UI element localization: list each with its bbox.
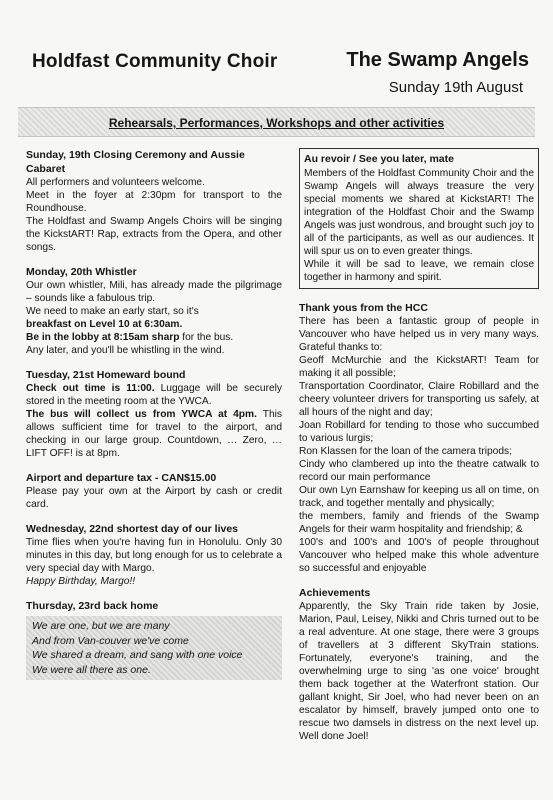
paragraph: the members, family and friends of the Swamp Angels for their warm hospitality and friendship; & <box>299 511 539 535</box>
poem-line: We were all there as one. <box>32 663 151 676</box>
section-tuesday <box>26 368 282 460</box>
banner-text: Rehearsals, Performances, Workshops and other activities <box>108 116 445 130</box>
paragraph: Cindy who clambered up into the theatre catwalk to record our main performance <box>299 459 539 483</box>
section-thursday <box>26 599 282 680</box>
paragraph: Any later, and you'll be whistling in the wind. <box>26 345 225 356</box>
section-heading: Monday, 20th Whistler <box>26 266 137 278</box>
newsletter-date: Sunday 19th August <box>388 79 523 96</box>
section-monday <box>26 265 282 357</box>
swamp-angels-title: The Swamp Angels <box>346 49 529 71</box>
paragraph: The Holdfast and Swamp Angels Choirs will be singing the KickstART! Rap, extracts from the Opera, and other songs. <box>26 216 282 253</box>
bold-text: The bus will collect us from YWCA at 4pm. <box>26 409 257 420</box>
paragraph: Please pay your own at the Airport by cash or credit card. <box>26 486 282 510</box>
section-heading: Thank yous from the HCC <box>299 302 428 314</box>
text: This allows sufficient time for travel to the airport, and checking in our large group. Countdown, … Zero, … LIFT OFF! is at 8pm. <box>26 409 282 459</box>
paragraph <box>26 408 282 460</box>
paragraph: Transportation Coordinator, Claire Robillard and the cheery volunteer drivers for transporting us safely, at all hours of the night and day; <box>299 381 539 418</box>
poem-line: We are one, but we are many <box>32 620 170 632</box>
paragraph: Geoff McMurchie and the KickstART! Team for making it all possible; <box>299 355 539 379</box>
paragraph: We need to make an early start, so it's <box>26 306 199 317</box>
section-sunday <box>26 148 282 254</box>
paragraph: 100's and 100's and 100's of people throughout Vancouver who helped make this whole adventure so successful and enjoyable <box>299 537 539 574</box>
section-heading: Sunday, 19th Closing Ceremony and Aussie Cabaret <box>26 149 245 175</box>
section-airport-tax <box>26 471 282 511</box>
bold-text: Check out time is 11:00. <box>26 383 155 394</box>
paragraph: There has been a fantastic group of people in Vancouver who have helped us in very many ways. Grateful thanks to: <box>299 316 539 353</box>
paragraph: All performers and volunteers welcome. <box>26 177 205 188</box>
paragraph: Our own whistler, Mili, has already made the pilgrimage – sounds like a fabulous trip. <box>26 280 282 304</box>
activities-banner <box>18 107 535 137</box>
left-column <box>26 148 282 691</box>
paragraph: breakfast on Level 10 at 6:30am. <box>26 319 183 330</box>
text: Luggage will be securely stored in the meeting room at the YWCA. <box>26 383 282 407</box>
section-heading: Thursday, 23rd back home <box>26 600 159 612</box>
section-au-revoir <box>299 148 539 289</box>
section-heading: Wednesday, 22nd shortest day of our lives <box>26 523 239 535</box>
paragraph: Meet in the foyer at 2:30pm for transport to the Roundhouse. <box>26 190 282 214</box>
paragraph: Our own Lyn Earnshaw for keeping us all on time, on track, and together mentally and physically; <box>299 485 539 509</box>
paragraph <box>26 331 282 344</box>
paragraph: Members of the Holdfast Community Choir and the Swamp Angels will always treasure the very special moments we shared at KickstART! The integration of the Holdfast Choir and the Swamp Angels was just wondrous, and brought such joy to all of the participants, as well as our audiences. It will spur us on to even greater things. <box>304 168 534 257</box>
section-thank-yous <box>299 301 539 575</box>
right-column <box>299 148 539 754</box>
paragraph <box>26 382 282 408</box>
paragraph: While it will be sad to leave, we remain close together in harmony and spirit. <box>304 259 534 283</box>
paragraph: Ron Klassen for the loan of the camera tripods; <box>299 446 512 457</box>
section-achievements <box>299 586 539 743</box>
poem-line: And from Van-couver we've come <box>32 634 189 647</box>
poem-box <box>26 616 282 680</box>
paragraph: Apparently, the Sky Train ride taken by Josie, Marion, Paul, Leisey, Nikki and Chris turned out to be a real adventure. At one stage, there were 3 groups of travellers at 3 different SkyTrain stations. Fortunately, everyone's training, and the overwhelming urge to sing 'as one voice' brought them back together at the Waterfront station. Our gallant knight, Sir Joel, who had never been on an escalator by himself, bravely jumped onto one to rescue two damsels in distress on the next level up. Well done Joel! <box>299 601 539 742</box>
section-heading: Tuesday, 21st Homeward bound <box>26 369 186 381</box>
choir-title: Holdfast Community Choir <box>32 51 278 72</box>
paragraph: Joan Robillard for tending to those who succumbed to various lurgis; <box>299 420 539 444</box>
paragraph: Happy Birthday, Margo!! <box>26 576 136 587</box>
poem-line: We shared a dream, and sang with one voice <box>32 649 243 661</box>
paragraph: Time flies when you're having fun in Honolulu. Only 30 minutes in this day, but long enough for us to celebrate a very special day with Margo. <box>26 537 282 574</box>
section-wednesday <box>26 522 282 588</box>
section-heading: Achievements <box>299 587 371 599</box>
text: for the bus. <box>179 332 234 343</box>
section-heading: Au revoir / See you later, mate <box>304 153 454 165</box>
bold-text: Be in the lobby at 8:15am sharp <box>26 332 180 343</box>
section-heading: Airport and departure tax - CAN$15.00 <box>26 472 217 484</box>
